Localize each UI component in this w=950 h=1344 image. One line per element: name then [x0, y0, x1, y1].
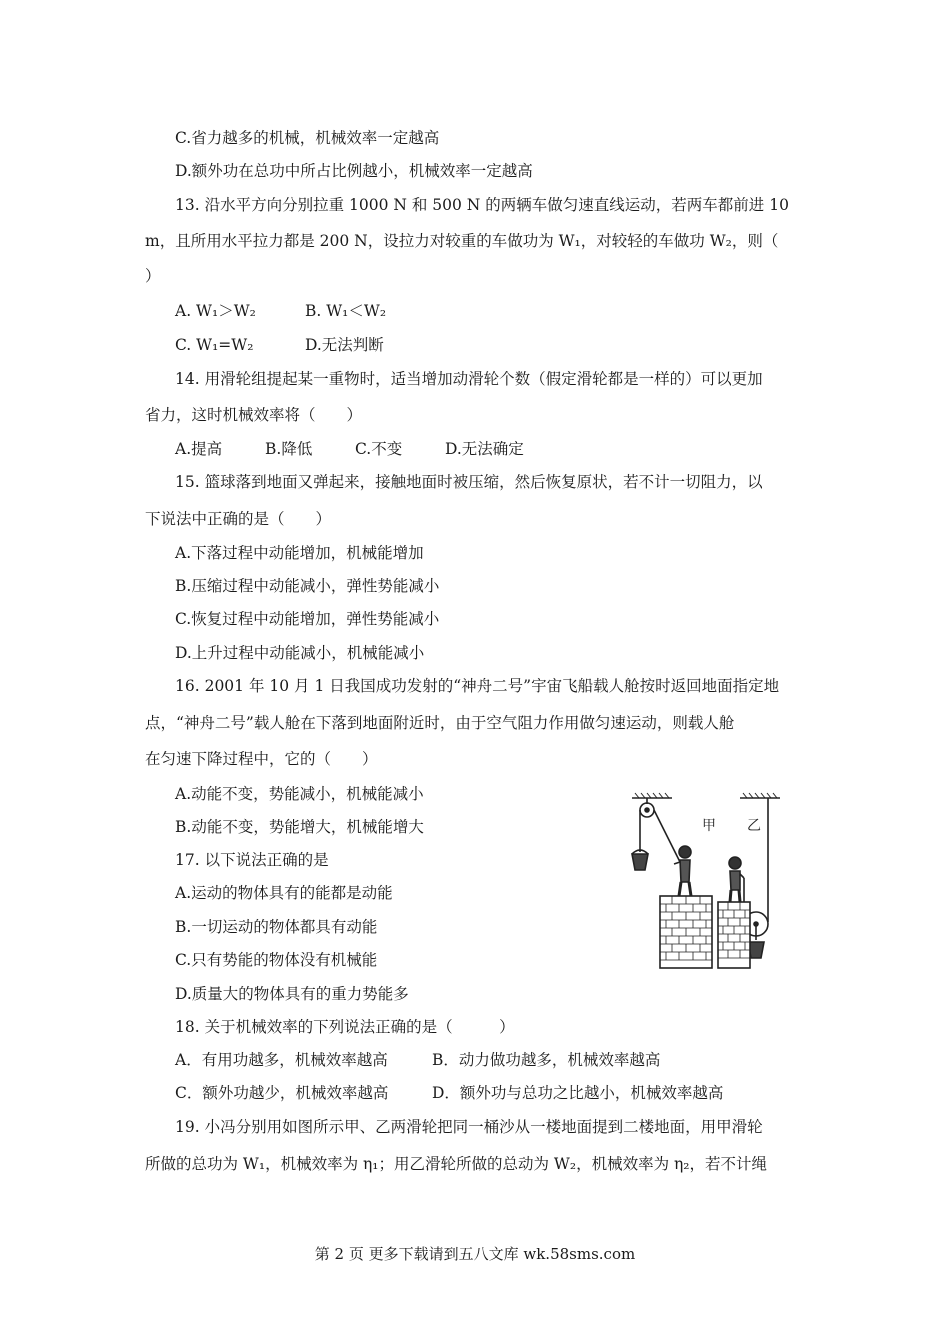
q16-text-line-2: 点，“神舟二号”载人舱在下落到地面附近时，由于空气阻力作用做匀速运动，则载人舱	[145, 714, 735, 732]
q14-option-d: D.无法确定	[445, 440, 524, 458]
rope-jia-hands	[654, 810, 680, 862]
q13-text-line-3: ）	[145, 267, 161, 285]
q13-option-d: D.无法判断	[305, 336, 384, 354]
q12-option-c: C.省力越多的机械，机械效率一定越高	[175, 129, 440, 147]
q13-option-a: A. W₁＞W₂	[175, 302, 256, 320]
q18-option-b: B．动力做功越多，机械效率越高	[432, 1051, 661, 1069]
q14-option-c: C.不变	[355, 440, 403, 458]
q16-option-a: A.动能不变，势能减小，机械能减小	[175, 785, 424, 803]
q16-text-line-3: 在匀速下降过程中，它的（ ）	[145, 750, 378, 768]
q17-option-b: B.一切运动的物体都具有动能	[175, 918, 378, 936]
q18-option-a: A．有用功越多，机械效率越高	[175, 1051, 388, 1069]
q15-option-d: D.上升过程中动能减小，机械能减小	[175, 644, 425, 662]
q19-text-line-2: 所做的总功为 W₁，机械效率为 η₁；用乙滑轮所做的总动为 W₂，机械效率为 η₂，若不计绳	[145, 1155, 768, 1173]
q16-option-b: B.动能不变，势能增大，机械能增大	[175, 818, 424, 836]
man-jia	[679, 846, 691, 858]
q14-text-line-2: 省力，这时机械效率将（ ）	[145, 406, 363, 424]
bricks-yi	[718, 902, 750, 958]
q17-option-d: D.质量大的物体具有的重力势能多	[175, 985, 409, 1003]
pulley-figure	[622, 790, 807, 970]
q15-text-line-2: 下说法中正确的是（ ）	[145, 510, 332, 528]
q16-text-line-1: 16. 2001 年 10 月 1 日我国成功发射的“神舟二号”宇宙飞船载人舱按时返回地面指定地	[175, 677, 780, 695]
q17-text-line-1: 17. 以下说法正确的是	[175, 851, 329, 869]
q14-text-line-1: 14. 用滑轮组提起某一重物时，适当增加动滑轮个数（假定滑轮都是一样的）可以更加	[175, 370, 763, 388]
q18-option-c: C．额外功越少，机械效率越高	[175, 1084, 389, 1102]
pulley-jia-diagram	[632, 793, 712, 968]
man-yi	[729, 857, 741, 869]
q14-option-b: B.降低	[265, 440, 313, 458]
page-footer: 第 2 页 更多下载请到五八文库 wk.58sms.com	[314, 1245, 636, 1263]
bucket-jia	[632, 854, 648, 870]
q19-text-line-1: 19. 小冯分别用如图所示甲、乙两滑轮把同一桶沙从一楼地面提到二楼地面，用甲滑轮	[175, 1118, 763, 1136]
label-yi: 乙	[747, 818, 761, 834]
label-jia: 甲	[702, 818, 716, 834]
q15-option-b: B.压缩过程中动能减小，弹性势能减小	[175, 577, 440, 595]
q15-text-line-1: 15. 篮球落到地面又弹起来，接触地面时被压缩，然后恢复原状，若不计一切阻力，以	[175, 473, 763, 491]
q17-option-a: A.运动的物体具有的能都是动能	[175, 884, 393, 902]
q18-text-line-1: 18. 关于机械效率的下列说法正确的是（ ）	[175, 1018, 515, 1036]
q12-option-d: D.额外功在总功中所占比例越小，机械效率一定越高	[175, 162, 533, 180]
q15-option-c: C.恢复过程中动能增加，弹性势能减小	[175, 610, 440, 628]
q15-option-a: A.下落过程中动能增加，机械能增加	[175, 544, 424, 562]
q13-option-c: C. W₁=W₂	[175, 336, 254, 354]
q18-option-d: D．额外功与总功之比越小，机械效率越高	[432, 1084, 724, 1102]
q13-text-line-2: m，且所用水平拉力都是 200 N，设拉力对较重的车做功为 W₁，对较轻的车做功 W₂，则（	[145, 232, 779, 250]
q13-text-line-1: 13. 沿水平方向分别拉重 1000 N 和 500 N 的两辆车做匀速直线运动，若两车都前进 10	[175, 196, 789, 214]
q14-option-a: A.提高	[175, 440, 223, 458]
q13-option-b: B. W₁＜W₂	[305, 302, 387, 320]
q17-option-c: C.只有势能的物体没有机械能	[175, 951, 378, 969]
